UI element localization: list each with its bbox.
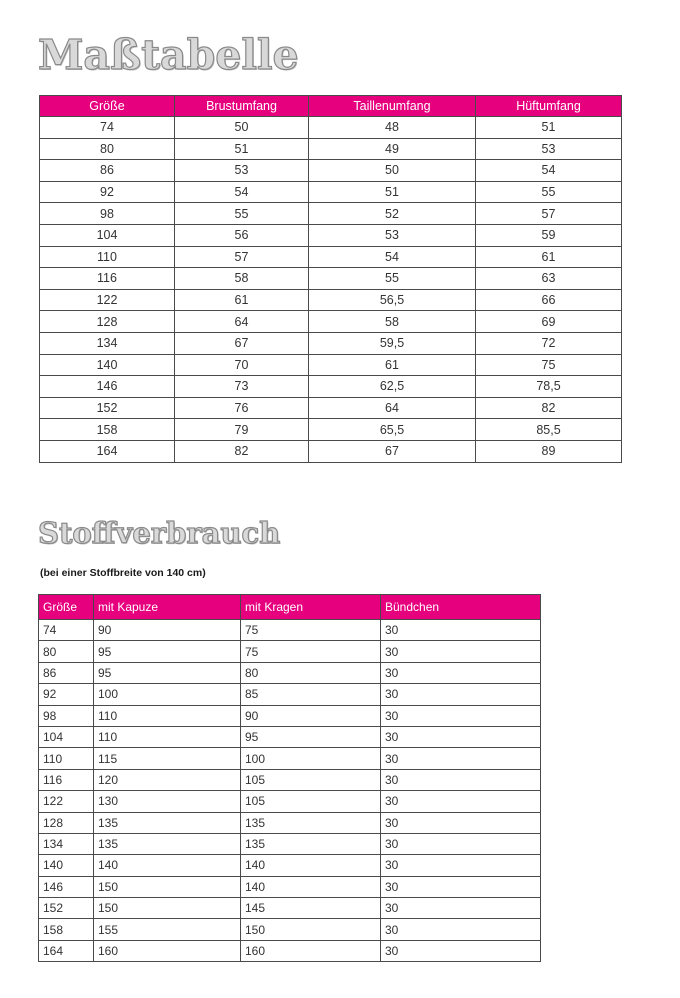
table-cell: 140 [40, 354, 175, 376]
table-cell: 135 [94, 833, 241, 854]
table-cell: 55 [175, 203, 309, 225]
table-cell: 76 [175, 397, 309, 419]
table-row [39, 662, 541, 683]
table-cell: 85,5 [476, 419, 622, 441]
table-row [40, 160, 622, 182]
table-cell: 146 [40, 376, 175, 398]
table-header-row [40, 96, 622, 117]
table-row [40, 268, 622, 290]
table-cell: 62,5 [309, 376, 476, 398]
table-cell: 115 [94, 748, 241, 769]
table-cell: 140 [241, 876, 381, 897]
table-cell: 134 [39, 833, 94, 854]
table-row [39, 748, 541, 769]
table-cell: 30 [381, 620, 541, 641]
table-cell: 78,5 [476, 376, 622, 398]
column-header: Größe [39, 595, 94, 620]
table-cell: 58 [175, 268, 309, 290]
table-cell: 53 [476, 138, 622, 160]
table-cell: 98 [39, 705, 94, 726]
table-cell: 30 [381, 705, 541, 726]
table-row [39, 705, 541, 726]
table-row [39, 812, 541, 833]
table-cell: 105 [241, 791, 381, 812]
size-chart-table [39, 95, 622, 463]
table-cell: 30 [381, 748, 541, 769]
table-cell: 82 [175, 440, 309, 462]
table-cell: 86 [39, 662, 94, 683]
table-cell: 30 [381, 726, 541, 747]
column-header: Taillenumfang [309, 96, 476, 117]
table-row [39, 898, 541, 919]
page-title: Maßtabelle [38, 31, 299, 79]
table-cell: 122 [39, 791, 94, 812]
table-row [40, 354, 622, 376]
table-row [40, 203, 622, 225]
table-cell: 55 [476, 181, 622, 203]
column-header: Hüftumfang [476, 96, 622, 117]
table-cell: 70 [175, 354, 309, 376]
table-cell: 54 [476, 160, 622, 182]
table-cell: 116 [39, 769, 94, 790]
table-cell: 74 [39, 620, 94, 641]
table-row [40, 376, 622, 398]
table-cell: 49 [309, 138, 476, 160]
column-header: mit Kragen [241, 595, 381, 620]
table-cell: 30 [381, 898, 541, 919]
table-cell: 51 [309, 181, 476, 203]
table-cell: 130 [94, 791, 241, 812]
table-cell: 67 [175, 332, 309, 354]
table-row [40, 246, 622, 268]
table-row [39, 726, 541, 747]
table-cell: 57 [175, 246, 309, 268]
table-cell: 30 [381, 876, 541, 897]
table-cell: 54 [175, 181, 309, 203]
table-cell: 110 [39, 748, 94, 769]
table-cell: 135 [241, 812, 381, 833]
table-cell: 104 [40, 224, 175, 246]
table-cell: 51 [175, 138, 309, 160]
table-cell: 160 [94, 940, 241, 961]
table-cell: 30 [381, 855, 541, 876]
table-cell: 80 [39, 641, 94, 662]
table-cell: 74 [40, 117, 175, 139]
table-cell: 155 [94, 919, 241, 940]
table-cell: 158 [39, 919, 94, 940]
column-header: Brustumfang [175, 96, 309, 117]
table-row [39, 833, 541, 854]
table-cell: 66 [476, 289, 622, 311]
table-cell: 75 [476, 354, 622, 376]
table-cell: 164 [40, 440, 175, 462]
table-cell: 164 [39, 940, 94, 961]
table-row [40, 117, 622, 139]
table-row [39, 940, 541, 961]
table-cell: 56 [175, 224, 309, 246]
table-cell: 53 [309, 224, 476, 246]
table-cell: 61 [309, 354, 476, 376]
table-cell: 30 [381, 641, 541, 662]
table-cell: 72 [476, 332, 622, 354]
table-cell: 98 [40, 203, 175, 225]
table-cell: 92 [39, 684, 94, 705]
table-cell: 79 [175, 419, 309, 441]
table-cell: 59,5 [309, 332, 476, 354]
table-cell: 104 [39, 726, 94, 747]
table-cell: 75 [241, 620, 381, 641]
fabric-usage-table [38, 594, 541, 962]
table-cell: 160 [241, 940, 381, 961]
table-cell: 134 [40, 332, 175, 354]
table-cell: 61 [175, 289, 309, 311]
table-cell: 30 [381, 812, 541, 833]
table-cell: 152 [39, 898, 94, 919]
table-cell: 140 [39, 855, 94, 876]
table-cell: 54 [309, 246, 476, 268]
table-cell: 150 [94, 898, 241, 919]
section-title: Stoffverbrauch [38, 516, 281, 550]
section-subtitle: (bei einer Stoffbreite von 140 cm) [40, 567, 206, 579]
column-header: mit Kapuze [94, 595, 241, 620]
table-cell: 48 [309, 117, 476, 139]
table-cell: 85 [241, 684, 381, 705]
table-cell: 120 [94, 769, 241, 790]
table-cell: 73 [175, 376, 309, 398]
table-cell: 75 [241, 641, 381, 662]
table-cell: 145 [241, 898, 381, 919]
table-cell: 95 [241, 726, 381, 747]
table-cell: 110 [94, 726, 241, 747]
table-cell: 90 [94, 620, 241, 641]
table-cell: 64 [309, 397, 476, 419]
table-cell: 55 [309, 268, 476, 290]
table-row [40, 224, 622, 246]
table-cell: 92 [40, 181, 175, 203]
table-cell: 95 [94, 641, 241, 662]
table-cell: 100 [241, 748, 381, 769]
table-cell: 51 [476, 117, 622, 139]
table-row [39, 876, 541, 897]
table-row [40, 289, 622, 311]
table-row [39, 769, 541, 790]
table-cell: 30 [381, 791, 541, 812]
table-cell: 69 [476, 311, 622, 333]
table-cell: 150 [241, 919, 381, 940]
table-cell: 52 [309, 203, 476, 225]
table-cell: 53 [175, 160, 309, 182]
table-cell: 50 [175, 117, 309, 139]
table-cell: 30 [381, 769, 541, 790]
table-cell: 30 [381, 684, 541, 705]
table-cell: 150 [94, 876, 241, 897]
table-cell: 152 [40, 397, 175, 419]
column-header: Größe [40, 96, 175, 117]
table-cell: 56,5 [309, 289, 476, 311]
table-cell: 140 [241, 855, 381, 876]
table-cell: 95 [94, 662, 241, 683]
table-cell: 135 [94, 812, 241, 833]
table-row [39, 791, 541, 812]
table-cell: 122 [40, 289, 175, 311]
table-row [40, 419, 622, 441]
table-cell: 57 [476, 203, 622, 225]
table-row [40, 332, 622, 354]
table-cell: 146 [39, 876, 94, 897]
table-cell: 58 [309, 311, 476, 333]
table-cell: 110 [40, 246, 175, 268]
table-cell: 50 [309, 160, 476, 182]
table-cell: 158 [40, 419, 175, 441]
table-row [39, 684, 541, 705]
table-cell: 110 [94, 705, 241, 726]
table-cell: 65,5 [309, 419, 476, 441]
table-cell: 64 [175, 311, 309, 333]
table-row [40, 440, 622, 462]
table-cell: 86 [40, 160, 175, 182]
table-row [39, 855, 541, 876]
table-cell: 80 [241, 662, 381, 683]
table-cell: 59 [476, 224, 622, 246]
table-row [40, 397, 622, 419]
table-cell: 30 [381, 833, 541, 854]
column-header: Bündchen [381, 595, 541, 620]
table-header-row [39, 595, 541, 620]
table-cell: 90 [241, 705, 381, 726]
table-row [39, 620, 541, 641]
table-row [40, 311, 622, 333]
table-row [40, 181, 622, 203]
table-cell: 105 [241, 769, 381, 790]
table-cell: 30 [381, 662, 541, 683]
table-cell: 80 [40, 138, 175, 160]
table-cell: 128 [40, 311, 175, 333]
table-row [39, 641, 541, 662]
table-cell: 100 [94, 684, 241, 705]
table-cell: 140 [94, 855, 241, 876]
table-cell: 61 [476, 246, 622, 268]
table-cell: 30 [381, 919, 541, 940]
table-row [39, 919, 541, 940]
table-cell: 63 [476, 268, 622, 290]
table-cell: 82 [476, 397, 622, 419]
table-cell: 67 [309, 440, 476, 462]
table-row [40, 138, 622, 160]
table-cell: 30 [381, 940, 541, 961]
table-cell: 89 [476, 440, 622, 462]
table-cell: 128 [39, 812, 94, 833]
table-cell: 116 [40, 268, 175, 290]
table-cell: 135 [241, 833, 381, 854]
